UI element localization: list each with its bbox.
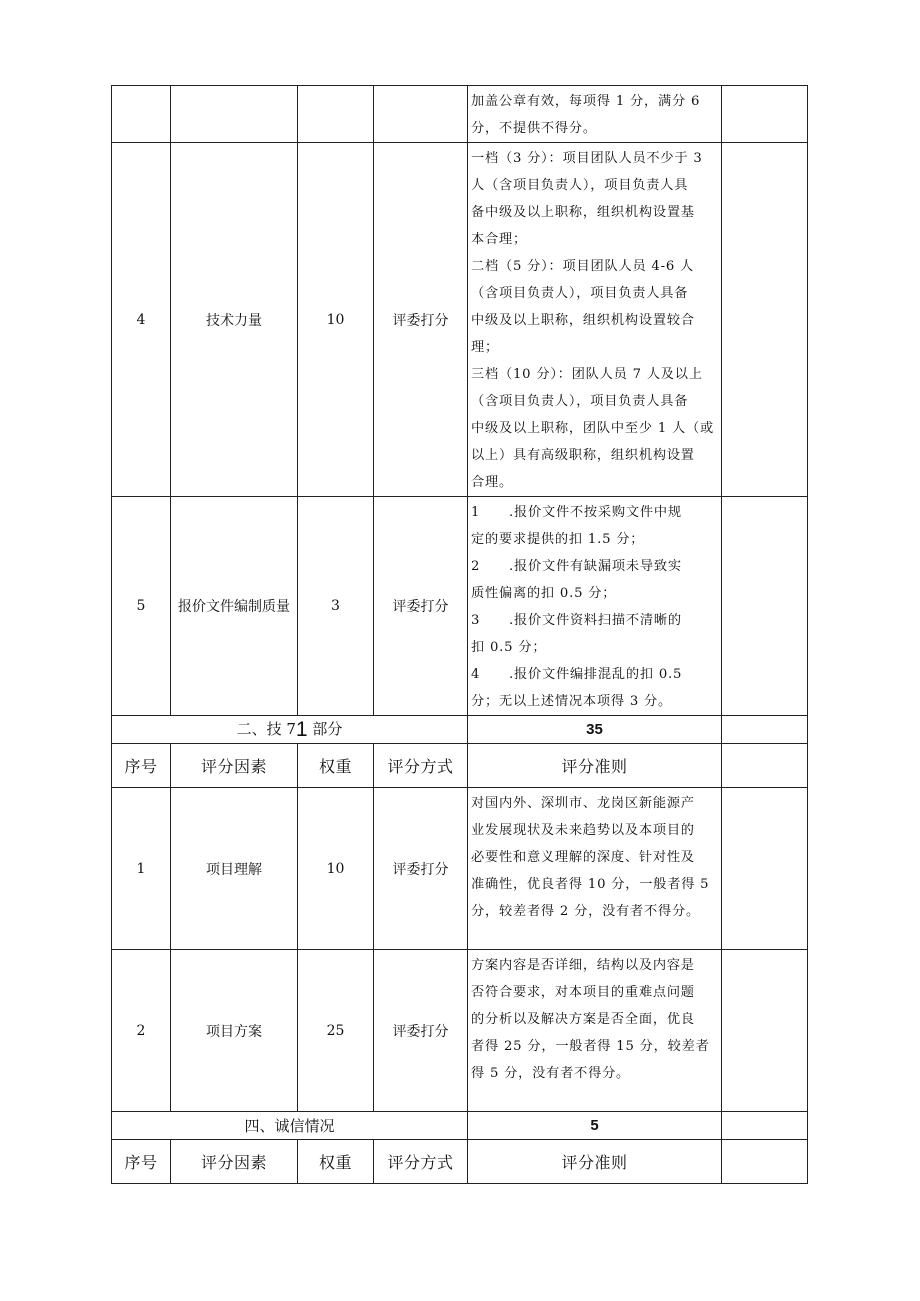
criteria-line: .报价文件资料扫描不清晰的 <box>509 613 682 628</box>
weight: 10 <box>298 788 374 950</box>
header-row <box>112 744 808 788</box>
item-number: 3 <box>471 613 481 628</box>
row-number: 5 <box>112 497 171 716</box>
header-criteria: 评分准则 <box>468 744 722 788</box>
row-number: 4 <box>112 143 171 497</box>
criteria-line: .报价文件编排混乱的扣 0.5 <box>509 667 683 682</box>
criteria-line: 者得 25 分，一般者得 15 分，较差者 <box>471 1039 710 1054</box>
header-factor: 评分因素 <box>171 1140 298 1184</box>
criteria-line: 质性偏离的扣 0.5 分； <box>471 586 617 601</box>
weight <box>298 86 374 143</box>
criteria-line: 否符合要求，对本项目的重难点问题 <box>471 985 695 1000</box>
scoring-method <box>374 86 468 143</box>
weight: 10 <box>298 143 374 497</box>
table-row <box>112 86 808 143</box>
criteria-line: 三档（10 分）：团队人员 7 人及以上 <box>471 367 703 382</box>
table-row <box>112 497 808 716</box>
scoring-method: 评委打分 <box>374 950 468 1112</box>
row-number <box>112 86 171 143</box>
criteria-item <box>471 499 719 553</box>
criteria-line: 准确性，优良者得 10 分，一般者得 5 <box>471 877 710 892</box>
criteria-line: 中级及以上职称，团队中至少 1 人（或 <box>471 421 714 436</box>
header-weight: 权重 <box>298 1140 374 1184</box>
weight: 3 <box>298 497 374 716</box>
section-row-integrity <box>112 1112 808 1140</box>
criteria-line: 对国内外、深圳市、龙岗区新能源产 <box>471 796 695 811</box>
remarks-cell <box>722 1140 808 1184</box>
scoring-factor: 项目理解 <box>171 788 298 950</box>
scoring-method: 评委打分 <box>374 143 468 497</box>
scoring-criteria <box>468 788 722 950</box>
criteria-line: 定的要求提供的扣 1.5 分； <box>471 532 645 547</box>
criteria-item <box>471 553 719 607</box>
section-row-technical <box>112 716 808 744</box>
criteria-line: .报价文件不按采购文件中规 <box>509 505 682 520</box>
criteria-line: 扣 0.5 分； <box>471 640 547 655</box>
remarks-cell <box>722 744 808 788</box>
criteria-line: 合理。 <box>471 475 513 490</box>
criteria-line: 必要性和意义理解的深度、针对性及 <box>471 850 695 865</box>
criteria-line: 中级及以上职称，组织机构设置较合 <box>471 313 695 328</box>
section-score: 5 <box>468 1112 722 1140</box>
scoring-criteria <box>468 950 722 1112</box>
item-number: 4 <box>471 667 481 682</box>
criteria-line: 的分析以及解决方案是否全面，优良 <box>471 1012 695 1027</box>
remarks-cell <box>722 788 808 950</box>
section-score: 35 <box>468 716 722 744</box>
header-row <box>112 1140 808 1184</box>
header-weight: 权重 <box>298 744 374 788</box>
scoring-criteria <box>468 86 722 143</box>
scoring-factor: 项目方案 <box>171 950 298 1112</box>
criteria-item <box>471 607 719 661</box>
criteria-line: 理； <box>471 340 499 355</box>
scoring-criteria <box>468 143 722 497</box>
table-row <box>112 950 808 1112</box>
criteria-line: 分；无以上述情况本项得 3 分。 <box>471 694 673 709</box>
scoring-method: 评委打分 <box>374 497 468 716</box>
header-no: 序号 <box>112 744 171 788</box>
criteria-line: 分，较差者得 2 分，没有者不得分。 <box>471 904 700 919</box>
item-number: 1 <box>471 505 481 520</box>
section-title: 四、诚信情况 <box>112 1112 468 1140</box>
item-number: 2 <box>471 559 481 574</box>
remarks-cell <box>722 86 808 143</box>
scoring-factor: 技术力量 <box>171 143 298 497</box>
remarks-cell <box>722 497 808 716</box>
scoring-criteria <box>468 497 722 716</box>
table-row <box>112 788 808 950</box>
header-no: 序号 <box>112 1140 171 1184</box>
table-row <box>112 143 808 497</box>
criteria-line: .报价文件有缺漏项未导致实 <box>509 559 682 574</box>
criteria-line: 分，不提供不得分。 <box>471 121 597 136</box>
criteria-line: （含项目负责人），项目负责人具备 <box>471 286 689 301</box>
scoring-table <box>111 85 808 1184</box>
header-criteria: 评分准则 <box>468 1140 722 1184</box>
criteria-line: 得 5 分，没有者不得分。 <box>471 1066 631 1081</box>
header-method: 评分方式 <box>374 744 468 788</box>
criteria-line: 二档（5 分）：项目团队人员 4-6 人 <box>471 259 695 274</box>
header-method: 评分方式 <box>374 1140 468 1184</box>
remarks-cell <box>722 950 808 1112</box>
weight: 25 <box>298 950 374 1112</box>
row-number: 2 <box>112 950 171 1112</box>
scoring-factor: 报价文件编制质量 <box>171 497 298 716</box>
criteria-item <box>471 661 719 715</box>
criteria-line: 备中级及以上职称，组织机构设置基 <box>471 205 695 220</box>
row-number: 1 <box>112 788 171 950</box>
remarks-cell <box>722 1112 808 1140</box>
criteria-line: （含项目负责人），项目负责人具备 <box>471 394 689 409</box>
criteria-line: 加盖公章有效，每项得 1 分，满分 6 <box>471 94 701 109</box>
criteria-line: 一档（3 分）：项目团队人员不少于 3 <box>471 151 703 166</box>
criteria-line: 本合理； <box>471 232 527 247</box>
scoring-method: 评委打分 <box>374 788 468 950</box>
remarks-cell <box>722 716 808 744</box>
header-factor: 评分因素 <box>171 744 298 788</box>
criteria-line: 方案内容是否详细，结构以及内容是 <box>471 958 695 973</box>
criteria-line: 业发展现状及未来趋势以及本项目的 <box>471 823 695 838</box>
remarks-cell <box>722 143 808 497</box>
section-title: 二、技 71 部分 <box>112 716 468 744</box>
scoring-factor <box>171 86 298 143</box>
criteria-line: 以上）具有高级职称，组织机构设置 <box>471 448 695 463</box>
criteria-line: 人（含项目负责人），项目负责人具 <box>471 178 689 193</box>
